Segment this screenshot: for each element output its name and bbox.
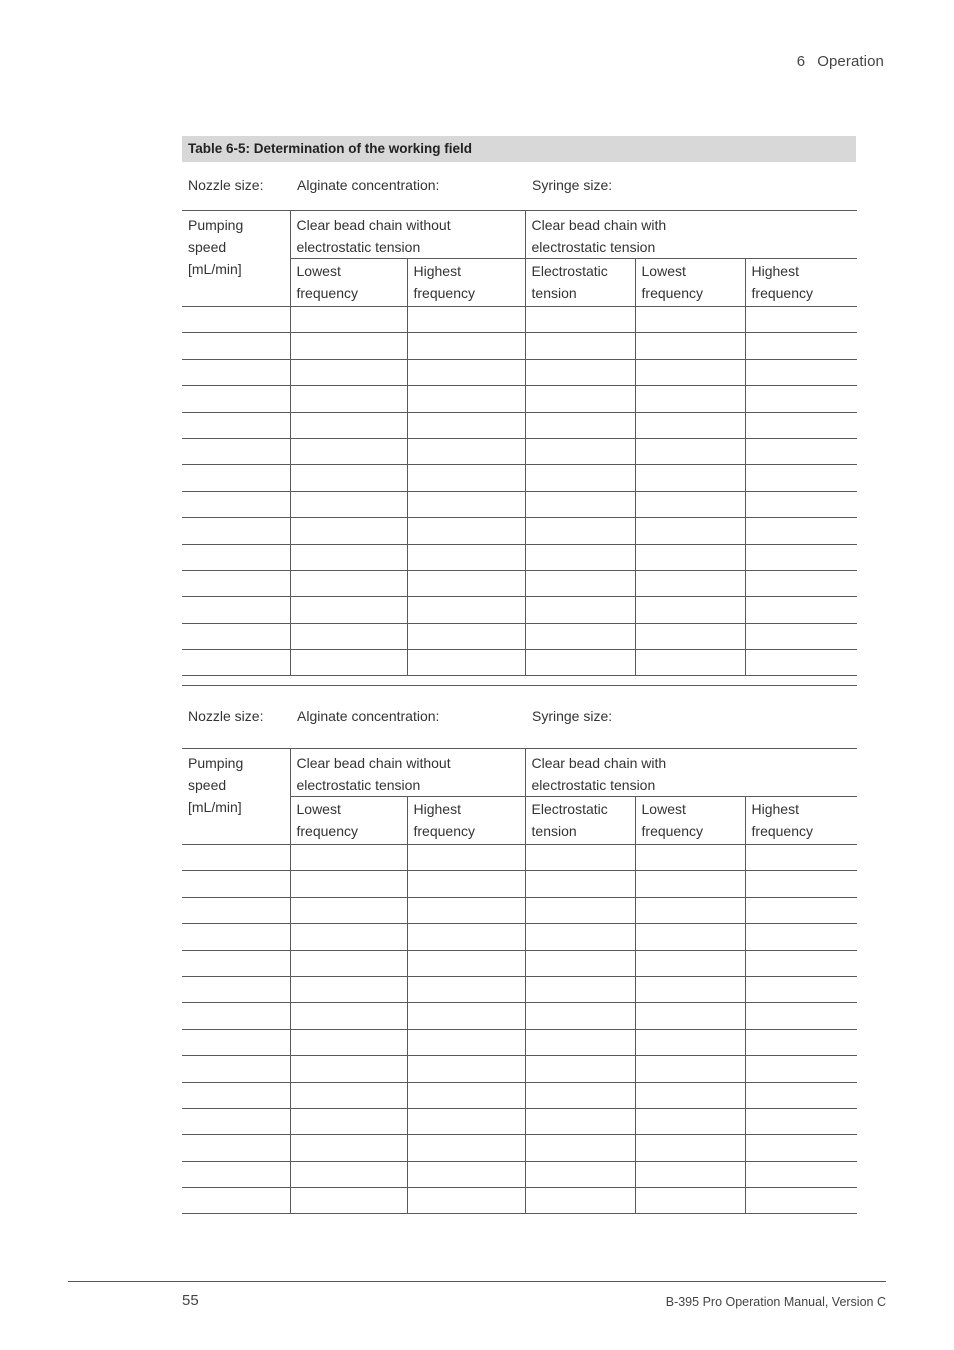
entry-cell[interactable] (525, 1108, 635, 1134)
table-row (182, 897, 857, 923)
entry-cell[interactable] (525, 491, 635, 517)
entry-cell[interactable] (290, 845, 407, 871)
entry-cell[interactable] (407, 597, 525, 623)
syringe-size-label: Syringe size: (532, 177, 613, 193)
entry-cell[interactable] (635, 597, 745, 623)
entry-cell[interactable] (290, 623, 407, 649)
entry-cell[interactable] (635, 1082, 745, 1108)
entry-cell[interactable] (182, 438, 290, 464)
entry-cell[interactable] (745, 950, 857, 976)
entry-cell[interactable] (525, 1029, 635, 1055)
entry-cell[interactable] (525, 386, 635, 412)
entry-cell[interactable] (290, 518, 407, 544)
without-tension-header-line1: Clear bead chain without (296, 217, 451, 233)
with-tension-header-line1: Clear bead chain with (531, 217, 667, 233)
entry-cell[interactable] (182, 544, 290, 570)
table-row (182, 1082, 857, 1108)
entry-cell[interactable] (635, 1188, 745, 1214)
entry-cell[interactable] (290, 359, 407, 385)
entry-cell[interactable] (525, 307, 635, 333)
table-row (182, 438, 857, 464)
table-row (182, 976, 857, 1002)
entry-cell[interactable] (525, 1082, 635, 1108)
entry-cell[interactable] (290, 544, 407, 570)
lowest-frequency-line2: frequency (641, 823, 703, 839)
entry-cell[interactable] (290, 1082, 407, 1108)
entry-cell[interactable] (182, 976, 290, 1002)
with-tension-header-line2: electrostatic tension (531, 239, 656, 255)
entry-cell[interactable] (635, 845, 745, 871)
entry-cell[interactable] (635, 650, 745, 676)
entry-cell[interactable] (745, 845, 857, 871)
electrostatic-tension-header (525, 259, 635, 307)
table-caption: Table 6-5: Determination of the working field (182, 136, 856, 162)
entry-cell[interactable] (635, 897, 745, 923)
entry-cell[interactable] (525, 871, 635, 897)
table-row (182, 1161, 857, 1187)
entry-cell[interactable] (407, 976, 525, 1002)
entry-cell[interactable] (182, 924, 290, 950)
entry-cell[interactable] (635, 333, 745, 359)
table-group-header (182, 211, 857, 259)
without-tension-header-line2: electrostatic tension (296, 239, 421, 255)
entry-cell[interactable] (407, 897, 525, 923)
entry-cell[interactable] (182, 897, 290, 923)
entry-cell[interactable] (407, 544, 525, 570)
entry-cell[interactable] (407, 333, 525, 359)
entry-cell[interactable] (407, 307, 525, 333)
table-row (182, 650, 857, 676)
entry-cell[interactable] (182, 1108, 290, 1134)
entry-cell[interactable] (407, 650, 525, 676)
table-row (182, 333, 857, 359)
highest-frequency-line2: frequency (413, 823, 475, 839)
entry-cell[interactable] (635, 950, 745, 976)
lowest-frequency-line2: frequency (296, 285, 358, 301)
entry-cell[interactable] (407, 438, 525, 464)
entry-cell[interactable] (745, 1056, 857, 1082)
entry-cell[interactable] (745, 1161, 857, 1187)
entry-cell[interactable] (182, 1082, 290, 1108)
table-row (182, 1135, 857, 1161)
entry-cell[interactable] (290, 333, 407, 359)
highest-frequency-header (407, 259, 525, 307)
entry-cell[interactable] (182, 412, 290, 438)
entry-cell[interactable] (745, 650, 857, 676)
entry-cell[interactable] (290, 491, 407, 517)
entry-cell[interactable] (182, 1161, 290, 1187)
entry-cell[interactable] (525, 570, 635, 596)
document-title: B-395 Pro Operation Manual, Version C (665, 1295, 886, 1309)
entry-cell[interactable] (182, 333, 290, 359)
table-row (182, 307, 857, 333)
entry-cell[interactable] (635, 1108, 745, 1134)
nozzle-size-label: Nozzle size: (188, 708, 264, 724)
entry-cell[interactable] (745, 359, 857, 385)
entry-cell[interactable] (635, 412, 745, 438)
table-row (182, 845, 857, 871)
entry-cell[interactable] (290, 570, 407, 596)
entry-cell[interactable] (525, 412, 635, 438)
lowest-frequency-line2: frequency (641, 285, 703, 301)
lowest-frequency-line1: Lowest (296, 263, 341, 279)
table-row (182, 570, 857, 596)
entry-cell[interactable] (745, 1108, 857, 1134)
working-field-form-2 (182, 700, 857, 1214)
entry-cell[interactable] (745, 412, 857, 438)
entry-cell[interactable] (407, 1188, 525, 1214)
lowest-frequency-line2: frequency (296, 823, 358, 839)
table-row (182, 1188, 857, 1214)
entry-cell[interactable] (182, 871, 290, 897)
lowest-frequency-header (635, 797, 745, 845)
without-tension-header-line1: Clear bead chain without (296, 755, 451, 771)
working-field-form-1 (182, 162, 857, 676)
entry-cell[interactable] (407, 871, 525, 897)
entry-cell[interactable] (290, 871, 407, 897)
lowest-frequency-header (290, 797, 407, 845)
entry-cell[interactable] (290, 976, 407, 1002)
entry-cell[interactable] (525, 1056, 635, 1082)
entry-cell[interactable] (182, 1029, 290, 1055)
without-tension-header (290, 211, 525, 259)
entry-cell[interactable] (525, 359, 635, 385)
highest-frequency-line2: frequency (751, 823, 813, 839)
table-row (182, 518, 857, 544)
entry-cell[interactable] (745, 1003, 857, 1029)
highest-frequency-line1: Highest (751, 263, 799, 279)
entry-cell[interactable] (290, 465, 407, 491)
entry-cell[interactable] (182, 465, 290, 491)
entry-cell[interactable] (635, 570, 745, 596)
table-group-header (182, 749, 857, 797)
entry-cell[interactable] (407, 623, 525, 649)
pumping-speed-header-line2: [mL/min] (188, 261, 242, 277)
entry-cell[interactable] (182, 1188, 290, 1214)
chapter-number: 6 (796, 53, 806, 70)
entry-cell[interactable] (635, 307, 745, 333)
entry-cell[interactable] (182, 597, 290, 623)
entry-cell[interactable] (525, 518, 635, 544)
table-row (182, 924, 857, 950)
entry-cell[interactable] (635, 1056, 745, 1082)
entry-cell[interactable] (525, 924, 635, 950)
working-field-table (182, 748, 857, 1214)
entry-cell[interactable] (407, 1135, 525, 1161)
entry-cell[interactable] (407, 359, 525, 385)
entry-cell[interactable] (290, 438, 407, 464)
entry-cell[interactable] (525, 623, 635, 649)
entry-cell[interactable] (745, 1188, 857, 1214)
highest-frequency-header (745, 797, 857, 845)
electrostatic-tension-line2: tension (531, 285, 577, 301)
electrostatic-tension-line2: tension (531, 823, 577, 839)
entry-cell[interactable] (745, 623, 857, 649)
entry-cell[interactable] (290, 1029, 407, 1055)
entry-cell[interactable] (525, 1135, 635, 1161)
entry-cell[interactable] (407, 386, 525, 412)
entry-cell[interactable] (745, 491, 857, 517)
syringe-size-label: Syringe size: (532, 708, 613, 724)
electrostatic-tension-header (525, 797, 635, 845)
entry-cell[interactable] (182, 386, 290, 412)
highest-frequency-line1: Highest (413, 801, 461, 817)
entry-cell[interactable] (290, 1056, 407, 1082)
entry-cell[interactable] (407, 518, 525, 544)
entry-cell[interactable] (525, 1188, 635, 1214)
entry-cell[interactable] (635, 924, 745, 950)
entry-cell[interactable] (290, 950, 407, 976)
entry-cell[interactable] (290, 650, 407, 676)
table-row (182, 950, 857, 976)
table-row (182, 1029, 857, 1055)
form-meta-row (182, 700, 857, 748)
entry-cell[interactable] (745, 570, 857, 596)
entry-cell[interactable] (407, 412, 525, 438)
entry-cell[interactable] (635, 1003, 745, 1029)
entry-cell[interactable] (745, 976, 857, 1002)
entry-cell[interactable] (525, 597, 635, 623)
entry-cell[interactable] (635, 438, 745, 464)
entry-cell[interactable] (182, 359, 290, 385)
pumping-speed-header-line2: [mL/min] (188, 799, 242, 815)
entry-cell[interactable] (745, 438, 857, 464)
entry-cell[interactable] (525, 1161, 635, 1187)
with-tension-header-line1: Clear bead chain with (531, 755, 667, 771)
table-row (182, 465, 857, 491)
entry-cell[interactable] (635, 1161, 745, 1187)
table-row (182, 412, 857, 438)
entry-cell[interactable] (635, 465, 745, 491)
table-row (182, 871, 857, 897)
entry-cell[interactable] (407, 491, 525, 517)
entry-cell[interactable] (407, 1029, 525, 1055)
highest-frequency-header (745, 259, 857, 307)
nozzle-size-label: Nozzle size: (188, 177, 264, 193)
entry-cell[interactable] (182, 623, 290, 649)
entry-cell[interactable] (745, 333, 857, 359)
entry-cell[interactable] (745, 1082, 857, 1108)
entry-cell[interactable] (182, 1056, 290, 1082)
entry-cell[interactable] (635, 976, 745, 1002)
entry-cell[interactable] (290, 897, 407, 923)
entry-cell[interactable] (635, 386, 745, 412)
table-row (182, 386, 857, 412)
entry-cell[interactable] (182, 1135, 290, 1161)
entry-cell[interactable] (635, 491, 745, 517)
entry-cell[interactable] (290, 1135, 407, 1161)
pumping-speed-header-line1: Pumping speed (188, 217, 244, 255)
entry-cell[interactable] (407, 465, 525, 491)
entry-cell[interactable] (290, 1188, 407, 1214)
highest-frequency-header (407, 797, 525, 845)
entry-cell[interactable] (635, 544, 745, 570)
entry-cell[interactable] (745, 518, 857, 544)
entry-cell[interactable] (525, 465, 635, 491)
entry-cell[interactable] (745, 871, 857, 897)
entry-cell[interactable] (745, 897, 857, 923)
with-tension-header (525, 749, 857, 797)
entry-cell[interactable] (407, 1003, 525, 1029)
working-field-table (182, 210, 857, 676)
entry-cell[interactable] (525, 438, 635, 464)
entry-cell[interactable] (290, 1161, 407, 1187)
entry-cell[interactable] (525, 1003, 635, 1029)
entry-cell[interactable] (635, 359, 745, 385)
entry-cell[interactable] (290, 307, 407, 333)
entry-cell[interactable] (525, 845, 635, 871)
entry-cell[interactable] (407, 1056, 525, 1082)
entry-cell[interactable] (635, 1135, 745, 1161)
entry-cell[interactable] (635, 623, 745, 649)
alginate-concentration-label: Alginate concentration: (297, 708, 440, 724)
entry-cell[interactable] (635, 1029, 745, 1055)
entry-cell[interactable] (745, 1029, 857, 1055)
alginate-concentration-label: Alginate concentration: (297, 177, 440, 193)
without-tension-header (290, 749, 525, 797)
entry-cell[interactable] (525, 544, 635, 570)
footer-rule (68, 1281, 886, 1282)
entry-cell[interactable] (525, 650, 635, 676)
entry-cell[interactable] (745, 307, 857, 333)
entry-cell[interactable] (525, 897, 635, 923)
table-row (182, 623, 857, 649)
pumping-speed-header (182, 749, 290, 845)
entry-cell[interactable] (182, 518, 290, 544)
table-row (182, 544, 857, 570)
entry-cell[interactable] (290, 1108, 407, 1134)
lowest-frequency-header (635, 259, 745, 307)
highest-frequency-line2: frequency (413, 285, 475, 301)
table-row (182, 491, 857, 517)
entry-cell[interactable] (290, 597, 407, 623)
highest-frequency-line1: Highest (413, 263, 461, 279)
pumping-speed-header (182, 211, 290, 307)
entry-cell[interactable] (407, 1082, 525, 1108)
entry-cell[interactable] (290, 1003, 407, 1029)
entry-cell[interactable] (745, 924, 857, 950)
entry-cell[interactable] (290, 386, 407, 412)
running-header (797, 53, 884, 70)
electrostatic-tension-line1: Electrostatic (531, 263, 608, 279)
entry-cell[interactable] (745, 544, 857, 570)
entry-cell[interactable] (407, 570, 525, 596)
table-row (182, 1003, 857, 1029)
entry-cell[interactable] (182, 650, 290, 676)
entry-cell[interactable] (407, 924, 525, 950)
entry-cell[interactable] (290, 924, 407, 950)
entry-cell[interactable] (635, 871, 745, 897)
entry-cell[interactable] (182, 1003, 290, 1029)
entry-cell[interactable] (525, 976, 635, 1002)
entry-cell[interactable] (525, 333, 635, 359)
electrostatic-tension-line1: Electrostatic (531, 801, 608, 817)
entry-cell[interactable] (745, 386, 857, 412)
section-divider (182, 685, 857, 686)
entry-cell[interactable] (745, 465, 857, 491)
entry-cell[interactable] (182, 491, 290, 517)
lowest-frequency-header (290, 259, 407, 307)
without-tension-header-line2: electrostatic tension (296, 777, 421, 793)
highest-frequency-line2: frequency (751, 285, 813, 301)
entry-cell[interactable] (745, 597, 857, 623)
page-number: 55 (182, 1292, 199, 1309)
entry-cell[interactable] (745, 1135, 857, 1161)
table-row (182, 359, 857, 385)
chapter-title: Operation (817, 53, 884, 70)
form-meta-row (182, 162, 857, 210)
with-tension-header (525, 211, 857, 259)
entry-cell[interactable] (407, 1108, 525, 1134)
table-row (182, 1056, 857, 1082)
entry-cell[interactable] (407, 1161, 525, 1187)
with-tension-header-line2: electrostatic tension (531, 777, 656, 793)
lowest-frequency-line1: Lowest (641, 801, 686, 817)
entry-cell[interactable] (182, 950, 290, 976)
lowest-frequency-line1: Lowest (296, 801, 341, 817)
highest-frequency-line1: Highest (751, 801, 799, 817)
entry-cell[interactable] (290, 412, 407, 438)
table-row (182, 1108, 857, 1134)
lowest-frequency-line1: Lowest (641, 263, 686, 279)
entry-cell[interactable] (407, 845, 525, 871)
entry-cell[interactable] (182, 307, 290, 333)
entry-cell[interactable] (525, 950, 635, 976)
entry-cell[interactable] (635, 518, 745, 544)
entry-cell[interactable] (182, 845, 290, 871)
entry-cell[interactable] (182, 570, 290, 596)
pumping-speed-header-line1: Pumping speed (188, 755, 244, 793)
entry-cell[interactable] (407, 950, 525, 976)
table-row (182, 597, 857, 623)
